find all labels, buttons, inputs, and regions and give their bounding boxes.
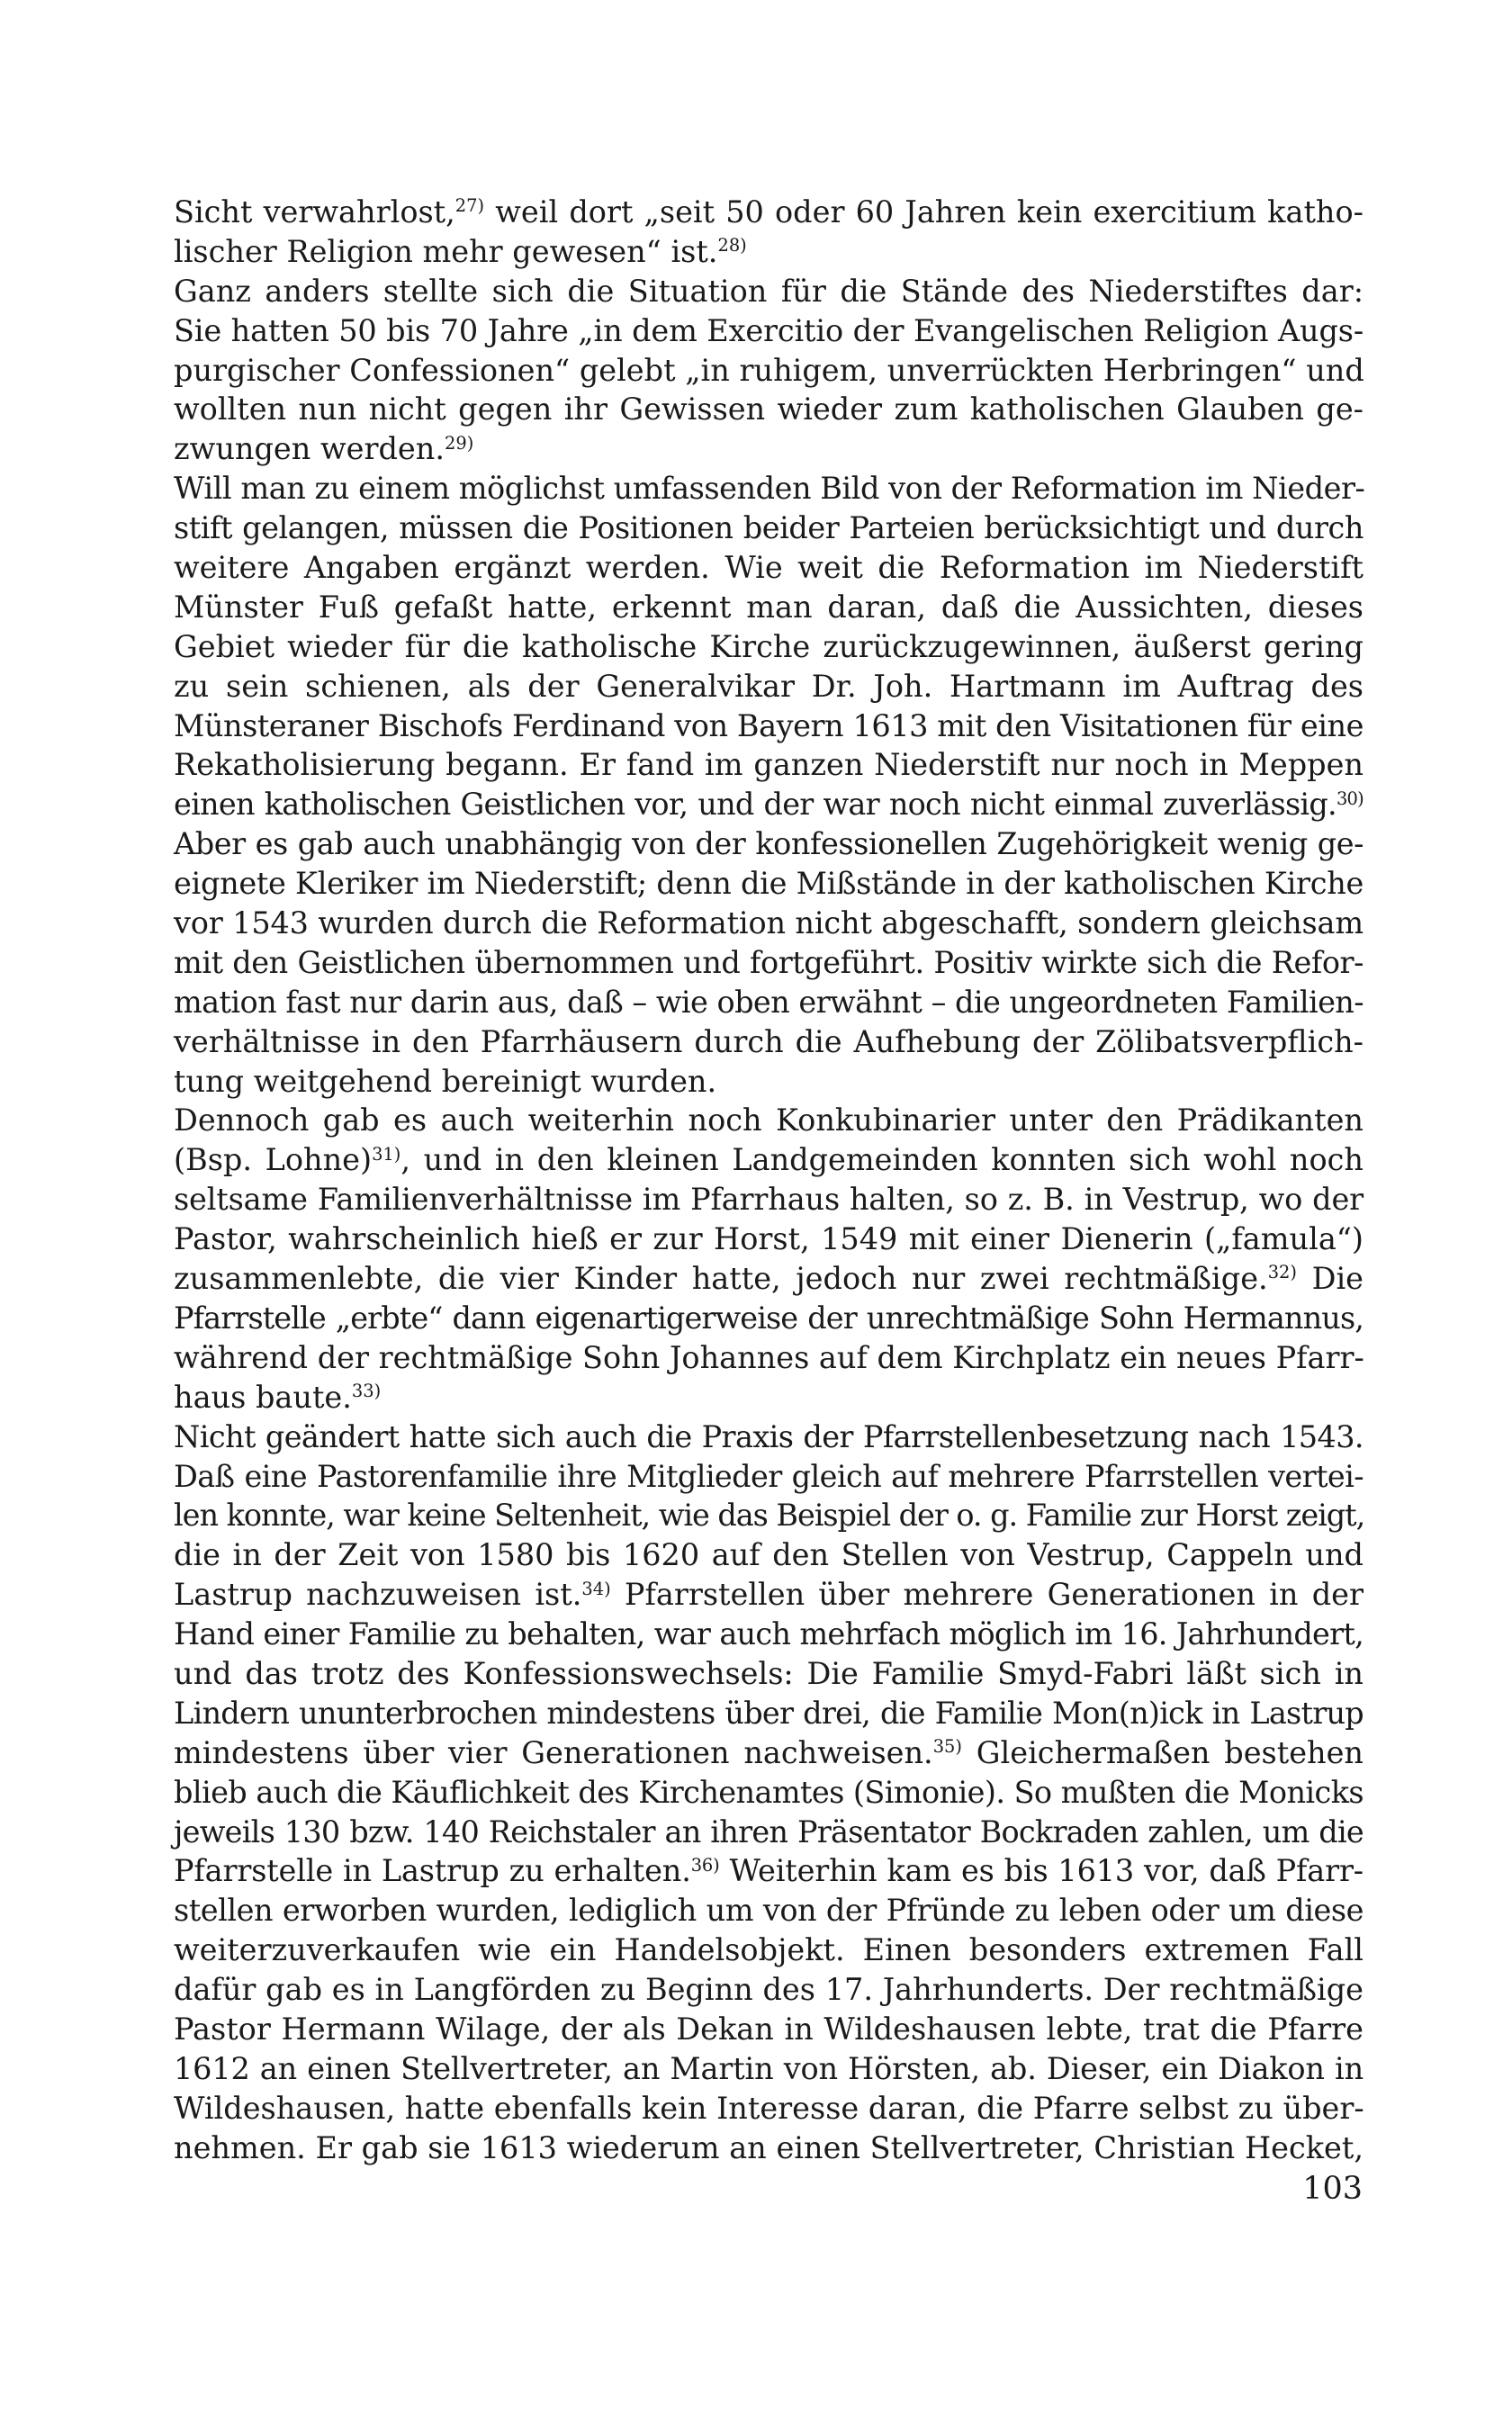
text-line	[174, 1457, 1364, 1497]
text-run: purgischer Confessionen“ gelebt „in ruhigem, unverrückten Herbringen“ und	[174, 352, 1364, 388]
text-run: nehmen. Er gab sie 1613 wiederum an einen Stellvertreter, Christian Hecket,	[174, 2129, 1364, 2165]
text-run: jeweils 130 bzw. 140 Reichstaler an ihren Präsentator Bockraden zahlen, um die	[174, 1814, 1364, 1850]
text-run: mindestens über vier Generationen nachweisen.	[174, 1734, 933, 1770]
text-run: weiterzuverkaufen wie ein Handelsobjekt. Einen besonders extremen Fall	[174, 1932, 1364, 1968]
text-line	[174, 1496, 1364, 1535]
footnote-reference: 31)	[372, 1143, 401, 1165]
text-run: Lindern ununterbrochen mindestens über drei, die Familie Mon(n)ick in Lastrup	[174, 1695, 1364, 1731]
text-run: Daß eine Pastorenfamilie ihre Mitglieder gleich auf mehrere Pfarrstellen vertei-	[174, 1458, 1364, 1494]
text-line	[174, 706, 1364, 746]
footnote-reference: 27)	[454, 195, 485, 217]
footnote-reference: 33)	[351, 1381, 382, 1402]
text-line	[174, 390, 1364, 429]
text-run: Gleichermaßen bestehen	[962, 1734, 1364, 1770]
footnote-reference: 30)	[1336, 788, 1364, 809]
text-run: zusammenlebte, die vier Kinder hatte, jedoch nur zwei rechtmäßige.	[174, 1261, 1268, 1297]
text-line	[174, 1259, 1364, 1299]
text-line	[174, 1220, 1364, 1259]
text-run: Pastor Hermann Wilage, der als Dekan in Wildeshausen lebte, trat die Pfarre	[174, 2011, 1364, 2047]
text-line	[174, 1101, 1364, 1140]
page-number: 103	[1302, 2171, 1363, 2207]
text-line	[174, 2049, 1364, 2089]
text-run: Sicht verwahrlost,	[174, 194, 455, 230]
text-line	[174, 983, 1364, 1022]
text-line	[174, 1851, 1364, 1891]
text-run: Nicht geändert hatte sich auch die Praxis der Pfarrstellenbesetzung nach 1543.	[174, 1418, 1364, 1454]
text-line	[174, 429, 1364, 469]
text-line	[174, 1062, 1364, 1102]
text-run: dafür gab es in Langförden zu Beginn des 17. Jahrhunderts. Der rechtmäßige	[174, 1972, 1364, 2008]
text-run: zwungen werden.	[174, 431, 445, 467]
text-run: Ganz anders stellte sich die Situation für die Stände des Niederstiftes dar:	[174, 273, 1364, 309]
text-run: Die	[1296, 1261, 1364, 1297]
text-run: Hand einer Familie zu behalten, war auch mehrfach möglich im 16. Jahrhundert,	[174, 1616, 1364, 1652]
text-run: 1612 an einen Stellvertreter, an Martin von Hörsten, ab. Dieser, ein Diakon in	[174, 2050, 1364, 2086]
text-line	[174, 1813, 1364, 1852]
text-line	[174, 785, 1364, 824]
text-line	[174, 2010, 1364, 2049]
text-run: wollten nun nicht gegen ihr Gewissen wieder zum katholischen Glauben ge-	[174, 392, 1364, 428]
body-text	[174, 193, 1364, 2168]
text-line	[174, 1694, 1364, 1733]
text-run: haus baute.	[174, 1379, 352, 1415]
text-run: Wildeshausen, hatte ebenfalls kein Interesse daran, die Pfarre selbst zu über-	[174, 2090, 1364, 2126]
text-line	[174, 469, 1364, 508]
text-line	[174, 1299, 1364, 1338]
text-run: verhältnisse in den Pfarrhäusern durch die Aufhebung der Zölibatsverpflich-	[174, 1023, 1364, 1059]
text-line	[174, 272, 1364, 311]
text-run: blieb auch die Käuflichkeit des Kirchenamtes (Simonie). So mußten die Monicks	[174, 1774, 1364, 1810]
text-line	[174, 351, 1364, 391]
text-run: die in der Zeit von 1580 bis 1620 auf den Stellen von Vestrup, Cappeln und	[174, 1537, 1364, 1573]
text-line	[174, 1575, 1364, 1615]
text-run: (Bsp. Lohne)	[174, 1142, 373, 1178]
text-line	[174, 193, 1364, 232]
footnote-reference: 29)	[444, 432, 474, 454]
text-run: Münster Fuß gefaßt hatte, erkennt man daran, daß die Aussichten, dieses	[174, 589, 1364, 625]
text-line	[174, 627, 1364, 667]
text-run: Sie hatten 50 bis 70 Jahre „in dem Exercitio der Evangelischen Religion Augs-	[174, 312, 1364, 348]
text-run: einen katholischen Geistlichen vor, und der war noch nicht einmal zuverlässig.	[174, 787, 1336, 823]
text-run: Pastor, wahrscheinlich hieß er zur Horst, 1549 mit einer Dienerin („famula“)	[174, 1221, 1364, 1257]
text-line	[174, 1022, 1364, 1062]
text-run: lischer Religion mehr gewesen“ ist.	[174, 233, 718, 269]
text-line	[174, 904, 1364, 943]
text-line	[174, 1773, 1364, 1813]
text-run: Will man zu einem möglichst umfassenden Bild von der Reformation im Nieder-	[174, 471, 1365, 507]
text-line	[174, 1654, 1364, 1694]
text-line	[174, 1535, 1364, 1575]
text-run: während der rechtmäßige Sohn Johannes auf dem Kirchplatz ein neues Pfarr-	[174, 1339, 1364, 1375]
footnote-reference: 32)	[1267, 1262, 1297, 1283]
text-line	[174, 232, 1364, 272]
text-line	[174, 1180, 1364, 1220]
text-line	[174, 548, 1364, 588]
text-run: tung weitgehend bereinigt wurden.	[174, 1063, 717, 1099]
text-line	[174, 745, 1364, 785]
footnote-reference: 34)	[581, 1578, 611, 1599]
text-run: Weiterhin kam es bis 1613 vor, daß Pfarr-	[719, 1853, 1364, 1889]
text-run: zu sein schienen, als der Generalvikar Dr. Joh. Hartmann im Auftrag des	[174, 668, 1364, 704]
text-line	[174, 1733, 1364, 1773]
text-run: Dennoch gab es auch weiterhin noch Konkubinarier unter den Prädikanten	[174, 1102, 1364, 1138]
text-line	[174, 1338, 1364, 1378]
text-run: len konnte, war keine Seltenheit, wie das Beispiel der o. g. Familie zur Horst zeigt,	[174, 1498, 1365, 1534]
text-line	[174, 1970, 1364, 2010]
text-run: , und in den kleinen Landgemeinden konnten sich wohl noch	[400, 1142, 1364, 1178]
text-line	[174, 588, 1364, 627]
text-run: eignete Kleriker im Niederstift; denn die Mißstände in der katholischen Kirche	[174, 866, 1364, 902]
text-line	[174, 943, 1364, 983]
text-line	[174, 1930, 1364, 1970]
text-line	[174, 864, 1364, 904]
text-run: Aber es gab auch unabhängig von der konfessionellen Zugehörigkeit wenig ge-	[174, 826, 1364, 862]
footnote-reference: 28)	[717, 235, 747, 256]
text-run: Pfarrstellen über mehrere Generationen in der	[610, 1577, 1364, 1613]
text-line	[174, 667, 1364, 706]
text-run: weitere Angaben ergänzt werden. Wie weit die Reformation im Niederstift	[174, 550, 1364, 586]
text-line	[174, 1378, 1364, 1418]
text-run: Lastrup nachzuweisen ist.	[174, 1577, 582, 1613]
footnote-reference: 35)	[932, 1736, 962, 1758]
text-run: und das trotz des Konfessionswechsels: Die Familie Smyd-Fabri läßt sich in	[174, 1655, 1364, 1691]
text-run: Rekatholisierung begann. Er fand im ganzen Niederstift nur noch in Meppen	[174, 747, 1364, 783]
text-line	[174, 2128, 1364, 2168]
text-run: seltsame Familienverhältnisse im Pfarrhaus halten, so z. B. in Vestrup, wo der	[174, 1182, 1364, 1218]
text-run: vor 1543 wurden durch die Reformation nicht abgeschafft, sondern gleichsam	[174, 905, 1364, 941]
text-run: mit den Geistlichen übernommen und fortgeführt. Positiv wirkte sich die Refor-	[174, 944, 1364, 980]
text-run: Gebiet wieder für die katholische Kirche zurückzugewinnen, äußerst gering	[174, 628, 1364, 664]
text-line	[174, 311, 1364, 351]
text-line	[174, 1891, 1364, 1930]
text-line	[174, 824, 1364, 864]
text-line	[174, 1418, 1364, 1457]
text-run: Pfarrstelle in Lastrup zu erhalten.	[174, 1853, 691, 1889]
text-run: Pfarrstelle „erbte“ dann eigenartigerweise der unrechtmäßige Sohn Hermannus,	[174, 1300, 1364, 1336]
text-line	[174, 508, 1364, 548]
text-run: weil dort „seit 50 oder 60 Jahren kein exercitium katho-	[484, 194, 1364, 230]
text-run: stellen erworben wurden, lediglich um von der Pfründe zu leben oder um diese	[174, 1893, 1364, 1929]
text-run: mation fast nur darin aus, daß – wie oben erwähnt – die ungeordneten Familien-	[174, 984, 1364, 1020]
text-line	[174, 1140, 1364, 1180]
text-run: stift gelangen, müssen die Positionen beider Parteien berücksichtigt und durch	[174, 510, 1364, 546]
text-line	[174, 1615, 1364, 1654]
text-run: Münsteraner Bischofs Ferdinand von Bayern 1613 mit den Visitationen für eine	[174, 707, 1364, 743]
text-line	[174, 2089, 1364, 2128]
footnote-reference: 36)	[690, 1854, 720, 1876]
